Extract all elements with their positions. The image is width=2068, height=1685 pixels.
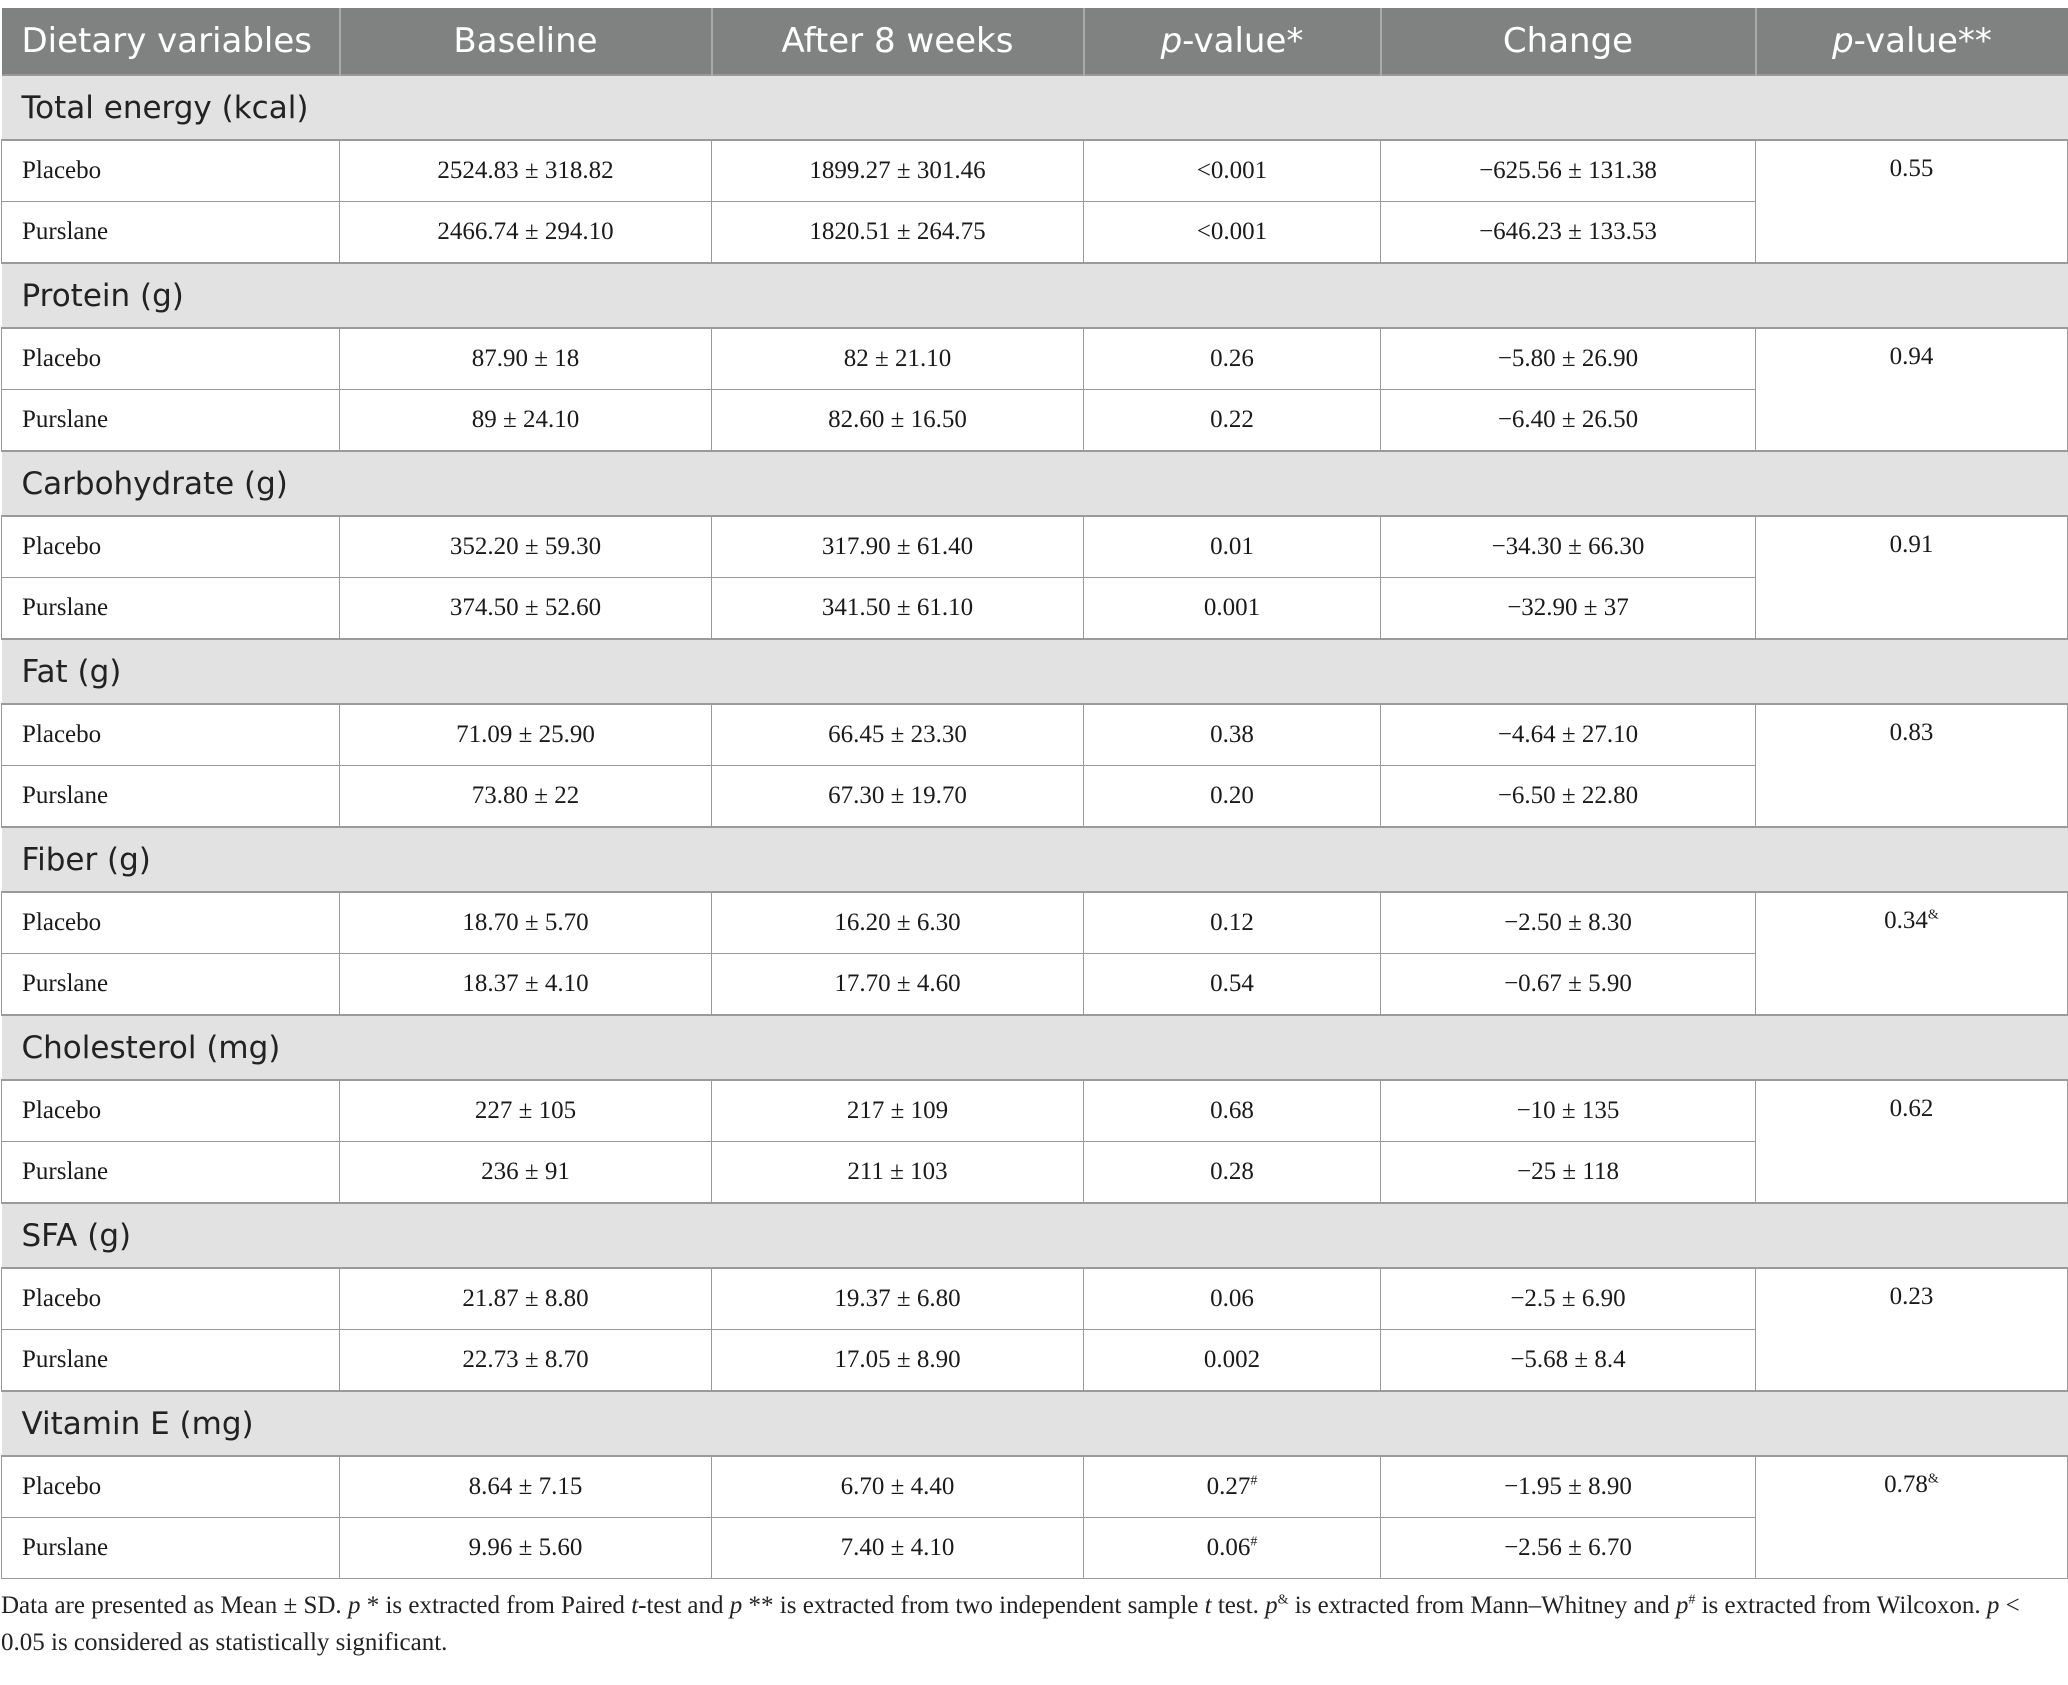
p-value-paired-cell: 0.002 xyxy=(1084,1330,1381,1392)
after-cell: 17.70 ± 4.60 xyxy=(712,954,1084,1016)
row-label: Placebo xyxy=(2,516,340,578)
group-header-row xyxy=(2,1391,2068,1456)
table-header xyxy=(2,8,2068,75)
table-container xyxy=(0,8,2068,1661)
after-cell: 67.30 ± 19.70 xyxy=(712,766,1084,828)
after-cell: 1899.27 ± 301.46 xyxy=(712,140,1084,202)
change-cell: −0.67 ± 5.90 xyxy=(1381,954,1756,1016)
group-header-row xyxy=(2,639,2068,704)
footnote-marker: & xyxy=(1927,907,1939,923)
p-value-paired-cell: <0.001 xyxy=(1084,140,1381,202)
p-value-paired-cell: 0.28 xyxy=(1084,1142,1381,1204)
p-value-paired-cell: 0.22 xyxy=(1084,390,1381,452)
baseline-cell: 2466.74 ± 294.10 xyxy=(340,202,712,264)
p-value-paired-cell: 0.001 xyxy=(1084,578,1381,640)
header-baseline: Baseline xyxy=(340,8,712,75)
table-row xyxy=(2,1080,2068,1142)
p-value-independent-cell: 0.94 xyxy=(1756,328,2068,451)
header-p-value-paired: p-value* xyxy=(1084,8,1381,75)
baseline-cell: 236 ± 91 xyxy=(340,1142,712,1204)
after-cell: 17.05 ± 8.90 xyxy=(712,1330,1084,1392)
row-label: Purslane xyxy=(2,202,340,264)
baseline-cell: 352.20 ± 59.30 xyxy=(340,516,712,578)
p-value-paired-cell: 0.06# xyxy=(1084,1518,1381,1579)
header-dietary-variables: Dietary variables xyxy=(2,8,340,75)
table-row xyxy=(2,892,2068,954)
group-label: Fiber (g) xyxy=(2,827,2068,892)
row-label: Placebo xyxy=(2,704,340,766)
change-cell: −6.50 ± 22.80 xyxy=(1381,766,1756,828)
group-header-row xyxy=(2,75,2068,140)
p-value-paired-cell: 0.20 xyxy=(1084,766,1381,828)
after-cell: 1820.51 ± 264.75 xyxy=(712,202,1084,264)
p-value-independent-cell: 0.23 xyxy=(1756,1268,2068,1391)
change-cell: −5.80 ± 26.90 xyxy=(1381,328,1756,390)
after-cell: 217 ± 109 xyxy=(712,1080,1084,1142)
table-footnote: Data are presented as Mean ± SD. p * is extracted from Paired t-test and p ** is extracted from two independent sample t test. p& is extracted from Mann–Whitney and p# is extracted from Wilcoxon. p < 0.05 is considered as statistically significant. xyxy=(1,1592,2020,1656)
header-after-8-weeks: After 8 weeks xyxy=(712,8,1084,75)
p-value-paired-cell: 0.27# xyxy=(1084,1456,1381,1518)
group-label: Vitamin E (mg) xyxy=(2,1391,2068,1456)
change-cell: −2.56 ± 6.70 xyxy=(1381,1518,1756,1579)
group-label: Carbohydrate (g) xyxy=(2,451,2068,516)
row-label: Purslane xyxy=(2,1330,340,1392)
p-value-independent-cell: 0.83 xyxy=(1756,704,2068,827)
p-value-independent-cell: 0.91 xyxy=(1756,516,2068,639)
change-cell: −625.56 ± 131.38 xyxy=(1381,140,1756,202)
footnote-marker: # xyxy=(1250,1473,1258,1489)
baseline-cell: 9.96 ± 5.60 xyxy=(340,1518,712,1579)
baseline-cell: 18.37 ± 4.10 xyxy=(340,954,712,1016)
change-cell: −34.30 ± 66.30 xyxy=(1381,516,1756,578)
p-value-paired-cell: 0.01 xyxy=(1084,516,1381,578)
p-value-paired-cell: 0.06 xyxy=(1084,1268,1381,1330)
change-cell: −6.40 ± 26.50 xyxy=(1381,390,1756,452)
group-label: Total energy (kcal) xyxy=(2,75,2068,140)
p-value-independent-cell: 0.55 xyxy=(1756,140,2068,263)
baseline-cell: 374.50 ± 52.60 xyxy=(340,578,712,640)
baseline-cell: 73.80 ± 22 xyxy=(340,766,712,828)
baseline-cell: 87.90 ± 18 xyxy=(340,328,712,390)
change-cell: −2.5 ± 6.90 xyxy=(1381,1268,1756,1330)
p-value-paired-cell: 0.26 xyxy=(1084,328,1381,390)
group-header-row xyxy=(2,827,2068,892)
after-cell: 19.37 ± 6.80 xyxy=(712,1268,1084,1330)
p-value-paired-cell: 0.68 xyxy=(1084,1080,1381,1142)
baseline-cell: 2524.83 ± 318.82 xyxy=(340,140,712,202)
baseline-cell: 21.87 ± 8.80 xyxy=(340,1268,712,1330)
baseline-cell: 22.73 ± 8.70 xyxy=(340,1330,712,1392)
row-label: Placebo xyxy=(2,1456,340,1518)
after-cell: 6.70 ± 4.40 xyxy=(712,1456,1084,1518)
table-row xyxy=(2,140,2068,202)
row-label: Placebo xyxy=(2,140,340,202)
change-cell: −5.68 ± 8.4 xyxy=(1381,1330,1756,1392)
after-cell: 317.90 ± 61.40 xyxy=(712,516,1084,578)
change-cell: −646.23 ± 133.53 xyxy=(1381,202,1756,264)
change-cell: −25 ± 118 xyxy=(1381,1142,1756,1204)
after-cell: 82.60 ± 16.50 xyxy=(712,390,1084,452)
row-label: Purslane xyxy=(2,578,340,640)
group-label: Fat (g) xyxy=(2,639,2068,704)
after-cell: 211 ± 103 xyxy=(712,1142,1084,1204)
row-label: Purslane xyxy=(2,1518,340,1579)
change-cell: −4.64 ± 27.10 xyxy=(1381,704,1756,766)
after-cell: 66.45 ± 23.30 xyxy=(712,704,1084,766)
row-label: Purslane xyxy=(2,1142,340,1204)
group-header-row xyxy=(2,451,2068,516)
table-row xyxy=(2,516,2068,578)
group-label: SFA (g) xyxy=(2,1203,2068,1268)
dietary-intake-table xyxy=(1,8,2068,1579)
row-label: Purslane xyxy=(2,954,340,1016)
after-cell: 82 ± 21.10 xyxy=(712,328,1084,390)
table-row xyxy=(2,328,2068,390)
header-p-value-independent: p-value** xyxy=(1756,8,2068,75)
baseline-cell: 71.09 ± 25.90 xyxy=(340,704,712,766)
row-label: Purslane xyxy=(2,766,340,828)
table-row xyxy=(2,1268,2068,1330)
row-label: Placebo xyxy=(2,892,340,954)
p-value-paired-cell: 0.54 xyxy=(1084,954,1381,1016)
after-cell: 341.50 ± 61.10 xyxy=(712,578,1084,640)
table-row xyxy=(2,1456,2068,1518)
row-label: Placebo xyxy=(2,1080,340,1142)
p-value-independent-cell: 0.62 xyxy=(1756,1080,2068,1203)
p-value-paired-cell: 0.38 xyxy=(1084,704,1381,766)
footnote-marker: # xyxy=(1250,1534,1258,1550)
header-change: Change xyxy=(1381,8,1756,75)
change-cell: −1.95 ± 8.90 xyxy=(1381,1456,1756,1518)
baseline-cell: 8.64 ± 7.15 xyxy=(340,1456,712,1518)
row-label: Placebo xyxy=(2,1268,340,1330)
group-header-row xyxy=(2,1015,2068,1080)
group-header-row xyxy=(2,263,2068,328)
row-label: Purslane xyxy=(2,390,340,452)
p-value-independent-cell: 0.34& xyxy=(1756,892,2068,1015)
change-cell: −10 ± 135 xyxy=(1381,1080,1756,1142)
baseline-cell: 18.70 ± 5.70 xyxy=(340,892,712,954)
group-header-row xyxy=(2,1203,2068,1268)
baseline-cell: 227 ± 105 xyxy=(340,1080,712,1142)
footnote-marker: & xyxy=(1927,1471,1939,1487)
p-value-independent-cell: 0.78& xyxy=(1756,1456,2068,1579)
p-value-paired-cell: 0.12 xyxy=(1084,892,1381,954)
p-value-paired-cell: <0.001 xyxy=(1084,202,1381,264)
row-label: Placebo xyxy=(2,328,340,390)
table-body xyxy=(2,75,2068,1579)
group-label: Cholesterol (mg) xyxy=(2,1015,2068,1080)
after-cell: 7.40 ± 4.10 xyxy=(712,1518,1084,1579)
baseline-cell: 89 ± 24.10 xyxy=(340,390,712,452)
group-label: Protein (g) xyxy=(2,263,2068,328)
after-cell: 16.20 ± 6.30 xyxy=(712,892,1084,954)
change-cell: −32.90 ± 37 xyxy=(1381,578,1756,640)
change-cell: −2.50 ± 8.30 xyxy=(1381,892,1756,954)
table-row xyxy=(2,704,2068,766)
